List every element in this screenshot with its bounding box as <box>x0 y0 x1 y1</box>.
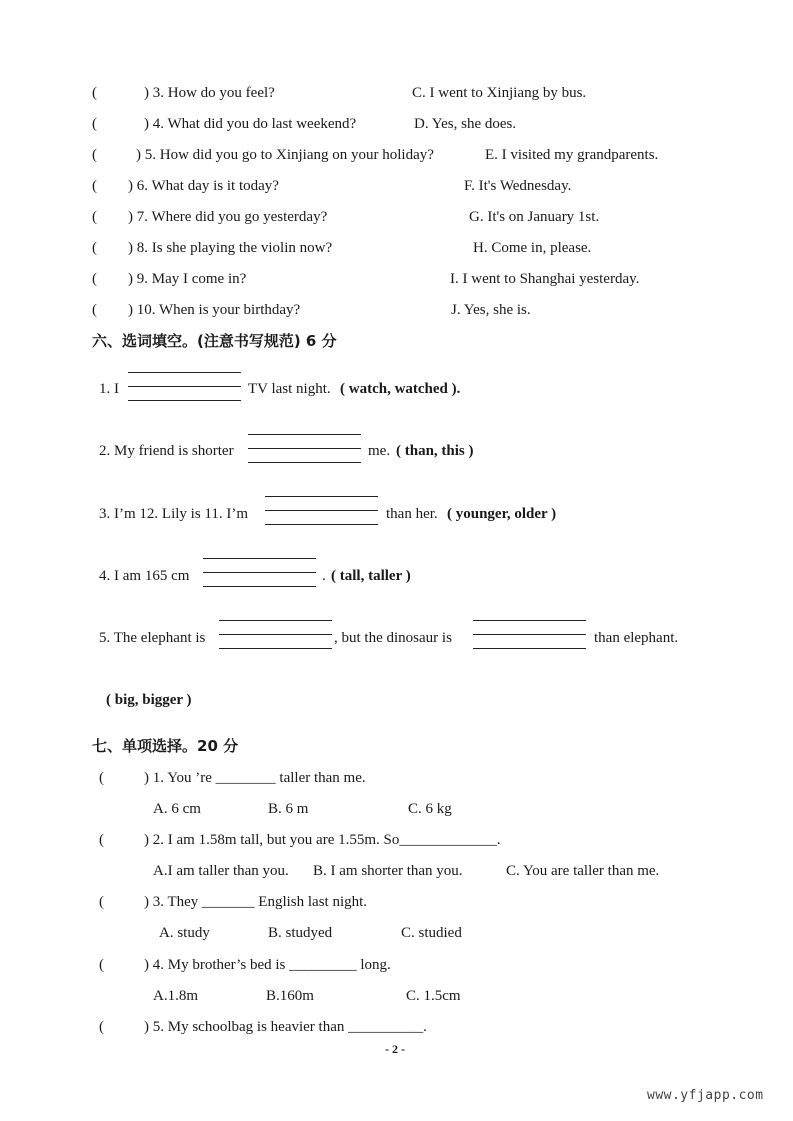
matching-question: ) 3. How do you feel? <box>144 85 275 101</box>
choice-option-b: B. 6 m <box>268 801 309 817</box>
matching-answer: D. Yes, she does. <box>414 116 517 132</box>
answer-paren[interactable]: ( <box>99 957 104 973</box>
matching-answer: G. It's on January 1st. <box>469 209 600 225</box>
answer-paren[interactable]: ( <box>92 240 97 256</box>
matching-answer: J. Yes, she is. <box>451 302 531 318</box>
matching-answer: H. Come in, please. <box>473 240 592 256</box>
answer-writing-lines[interactable] <box>128 372 241 408</box>
choice-option-b: B. I am shorter than you. <box>313 863 463 879</box>
choice-option-b: B.160m <box>266 988 314 1004</box>
answer-paren[interactable]: ( <box>92 85 97 101</box>
word-options: ( tall, taller ) <box>331 568 411 584</box>
fill-item-suffix: than her. <box>386 506 438 522</box>
matching-question: ) 10. When is your birthday? <box>128 302 301 318</box>
matching-answer: C. I went to Xinjiang by bus. <box>412 85 587 101</box>
choice-question: ) 3. They _______ English last night. <box>144 894 368 910</box>
choice-option-a: A.I am taller than you. <box>153 863 289 879</box>
word-options: ( than, this ) <box>396 443 474 459</box>
answer-paren[interactable]: ( <box>92 147 97 163</box>
word-options: ( watch, watched ). <box>340 381 461 397</box>
choice-option-a: A. study <box>159 925 210 941</box>
section-heading: 六、选词填空。(注意书写规范) 6 分 <box>92 332 337 350</box>
fill-item-suffix: than elephant. <box>594 630 679 646</box>
answer-paren[interactable]: ( <box>92 271 97 287</box>
choice-option-a: A. 6 cm <box>153 801 201 817</box>
watermark-url: www.yfjapp.com <box>647 1088 764 1103</box>
matching-question: ) 7. Where did you go yesterday? <box>128 209 328 225</box>
fill-item-prefix: 3. I’m 12. Lily is 11. I’m <box>99 506 249 522</box>
answer-writing-lines[interactable] <box>203 558 316 594</box>
answer-paren[interactable]: ( <box>92 116 97 132</box>
matching-question: ) 5. How did you go to Xinjiang on your holiday? <box>136 147 434 163</box>
choice-option-c: C. You are taller than me. <box>506 863 660 879</box>
matching-question: ) 8. Is she playing the violin now? <box>128 240 333 256</box>
answer-writing-lines[interactable] <box>265 496 378 532</box>
matching-question: ) 6. What day is it today? <box>128 178 279 194</box>
fill-item-suffix: TV last night. <box>248 381 331 397</box>
fill-item-prefix: 1. I <box>99 381 119 397</box>
answer-paren[interactable]: ( <box>99 1019 104 1035</box>
page-number: - 2 - <box>385 1042 405 1056</box>
answer-paren[interactable]: ( <box>99 894 104 910</box>
choice-option-c: C. 6 kg <box>408 801 452 817</box>
answer-paren[interactable]: ( <box>92 302 97 318</box>
answer-writing-lines[interactable] <box>248 434 361 470</box>
fill-item-suffix: . <box>322 568 326 584</box>
word-options: ( big, bigger ) <box>106 692 192 708</box>
answer-paren[interactable]: ( <box>92 209 97 225</box>
matching-question: ) 9. May I come in? <box>128 271 247 287</box>
fill-item-prefix: 4. I am 165 cm <box>99 568 190 584</box>
fill-item-prefix: 5. The elephant is <box>99 630 206 646</box>
answer-writing-lines[interactable] <box>473 620 586 656</box>
choice-question: ) 1. You ’re ________ taller than me. <box>144 770 366 786</box>
fill-item-prefix: 2. My friend is shorter <box>99 443 234 459</box>
matching-answer: E. I visited my grandparents. <box>485 147 659 163</box>
answer-paren[interactable]: ( <box>99 832 104 848</box>
word-options: ( younger, older ) <box>447 506 557 522</box>
matching-answer: I. I went to Shanghai yesterday. <box>450 271 640 287</box>
choice-question: ) 4. My brother’s bed is _________ long. <box>144 957 391 973</box>
matching-question: ) 4. What did you do last weekend? <box>144 116 357 132</box>
choice-option-a: A.1.8m <box>153 988 198 1004</box>
fill-item-suffix: me. <box>368 443 391 459</box>
answer-paren[interactable]: ( <box>99 770 104 786</box>
fill-item-middle: , but the dinosaur is <box>334 630 452 646</box>
choice-option-b: B. studyed <box>268 925 333 941</box>
answer-paren[interactable]: ( <box>92 178 97 194</box>
answer-writing-lines[interactable] <box>219 620 332 656</box>
choice-option-c: C. 1.5cm <box>406 988 461 1004</box>
choice-question: ) 5. My schoolbag is heavier than __________. <box>144 1019 427 1035</box>
section-heading: 七、单项选择。20 分 <box>92 737 239 755</box>
choice-option-c: C. studied <box>401 925 462 941</box>
matching-answer: F. It's Wednesday. <box>464 178 572 194</box>
choice-question: ) 2. I am 1.58m tall, but you are 1.55m. So_____________. <box>144 832 501 848</box>
